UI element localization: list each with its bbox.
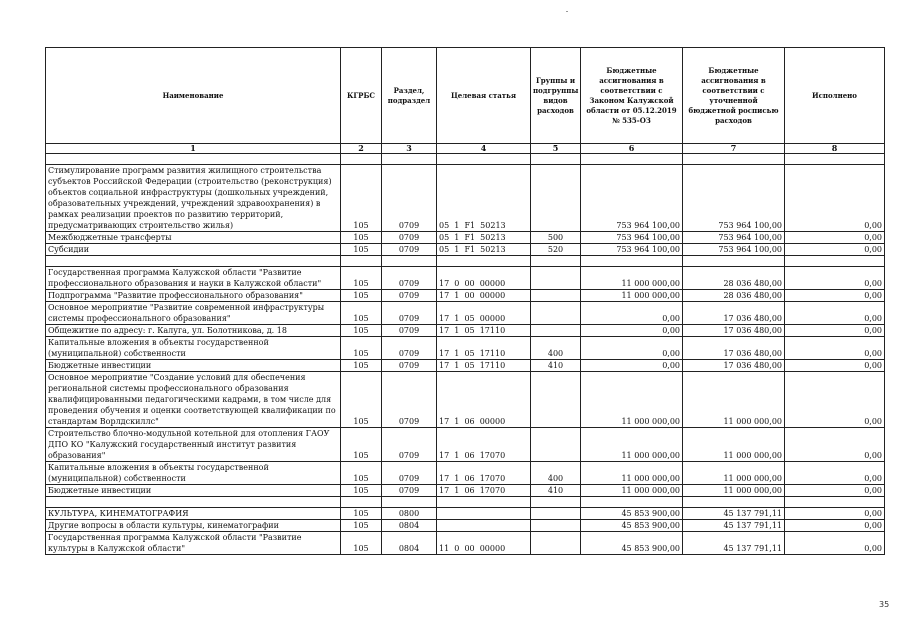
- column-number: 1: [46, 144, 341, 154]
- row-target-article: 17 1 06 17070: [437, 462, 531, 485]
- row-executed: 0,00: [785, 325, 885, 337]
- row-section: 0709: [382, 462, 437, 485]
- row-name: Основное мероприятие "Развитие современной инфраструктуры системы профессионального образования": [46, 302, 341, 325]
- row-target-article: 17 1 05 17110: [437, 337, 531, 360]
- row-section: 0709: [382, 267, 437, 290]
- row-expense-group: 410: [531, 360, 581, 372]
- page-number: 35: [879, 600, 890, 609]
- row-target-article: [437, 508, 531, 520]
- header-kgrbs: КГРБС: [341, 48, 382, 144]
- row-target-article: 17 1 05 00000: [437, 302, 531, 325]
- table-row: [46, 337, 885, 360]
- row-target-article: 17 1 06 17070: [437, 428, 531, 462]
- row-name: Межбюджетные трансферты: [46, 232, 341, 244]
- row-kgrbs: 105: [341, 428, 382, 462]
- row-expense-group: 400: [531, 462, 581, 485]
- row-executed: 0,00: [785, 485, 885, 497]
- table-row: [46, 520, 885, 532]
- row-kgrbs: 105: [341, 372, 382, 428]
- row-law-allocation: 0,00: [581, 302, 683, 325]
- row-section: 0804: [382, 520, 437, 532]
- row-revised-allocation: 45 137 791,11: [683, 520, 785, 532]
- row-expense-group: [531, 520, 581, 532]
- row-section: 0709: [382, 244, 437, 256]
- row-target-article: 11 0 00 00000: [437, 532, 531, 555]
- table-row: [46, 372, 885, 428]
- row-executed: 0,00: [785, 360, 885, 372]
- column-number: 5: [531, 144, 581, 154]
- table-row: [46, 485, 885, 497]
- row-name: Государственная программа Калужской области "Развитие профессионального образования и науки в Калужской области": [46, 267, 341, 290]
- row-revised-allocation: 11 000 000,00: [683, 462, 785, 485]
- row-name: Общежитие по адресу: г. Калуга, ул. Болотникова, д. 18: [46, 325, 341, 337]
- row-kgrbs: 105: [341, 302, 382, 325]
- budget-table: [45, 47, 885, 555]
- row-revised-allocation: 11 000 000,00: [683, 485, 785, 497]
- row-expense-group: 520: [531, 244, 581, 256]
- row-expense-group: [531, 508, 581, 520]
- row-kgrbs: 105: [341, 290, 382, 302]
- spacer-row: [46, 497, 885, 508]
- row-name: Субсидии: [46, 244, 341, 256]
- column-number: 6: [581, 144, 683, 154]
- row-executed: 0,00: [785, 532, 885, 555]
- row-law-allocation: 45 853 900,00: [581, 520, 683, 532]
- row-revised-allocation: 753 964 100,00: [683, 232, 785, 244]
- row-expense-group: [531, 532, 581, 555]
- row-name: Подпрограмма "Развитие профессионального образования": [46, 290, 341, 302]
- row-law-allocation: 0,00: [581, 360, 683, 372]
- row-section: 0804: [382, 532, 437, 555]
- row-name: Стимулирование программ развития жилищного строительства субъектов Российской Федерации (строительство (реконструкция) объектов социальной инфраструктуры (дошкольных учреждений, образовательных учреждений, учреждений здравоохранения) в рамках реализации проектов по развитию территорий, предусматривающих строительство жилья): [46, 165, 341, 232]
- row-executed: 0,00: [785, 372, 885, 428]
- row-section: 0709: [382, 325, 437, 337]
- row-law-allocation: 753 964 100,00: [581, 244, 683, 256]
- header-row: [46, 48, 885, 144]
- row-revised-allocation: 17 036 480,00: [683, 302, 785, 325]
- row-target-article: 05 1 F1 50213: [437, 244, 531, 256]
- row-target-article: 17 1 06 00000: [437, 372, 531, 428]
- header-target-article: Целевая статья: [437, 48, 531, 144]
- table-row: [46, 232, 885, 244]
- row-revised-allocation: 17 036 480,00: [683, 337, 785, 360]
- row-expense-group: [531, 267, 581, 290]
- row-section: 0709: [382, 232, 437, 244]
- column-number: 7: [683, 144, 785, 154]
- row-target-article: 17 0 00 00000: [437, 267, 531, 290]
- column-number: 3: [382, 144, 437, 154]
- row-section: 0709: [382, 165, 437, 232]
- table-row: [46, 165, 885, 232]
- row-law-allocation: 11 000 000,00: [581, 267, 683, 290]
- row-revised-allocation: 28 036 480,00: [683, 290, 785, 302]
- table-row: [46, 462, 885, 485]
- row-law-allocation: 0,00: [581, 325, 683, 337]
- row-executed: 0,00: [785, 267, 885, 290]
- row-expense-group: [531, 325, 581, 337]
- row-kgrbs: 105: [341, 267, 382, 290]
- row-kgrbs: 105: [341, 165, 382, 232]
- row-revised-allocation: 753 964 100,00: [683, 165, 785, 232]
- row-section: 0709: [382, 428, 437, 462]
- row-law-allocation: 753 964 100,00: [581, 232, 683, 244]
- row-law-allocation: 11 000 000,00: [581, 462, 683, 485]
- row-executed: 0,00: [785, 232, 885, 244]
- row-target-article: [437, 520, 531, 532]
- row-law-allocation: 753 964 100,00: [581, 165, 683, 232]
- row-name: Основное мероприятие "Создание условий для обеспечения региональной системы профессионального образования квалифицированными педагогическими кадрами, в том числе для проведения обучения и оценки соответствующей квалификации по стандартам Ворлдскиллс": [46, 372, 341, 428]
- row-executed: 0,00: [785, 244, 885, 256]
- row-target-article: 17 1 05 17110: [437, 325, 531, 337]
- row-name: Бюджетные инвестиции: [46, 485, 341, 497]
- row-kgrbs: 105: [341, 485, 382, 497]
- row-law-allocation: 11 000 000,00: [581, 428, 683, 462]
- row-section: 0709: [382, 337, 437, 360]
- row-kgrbs: 105: [341, 232, 382, 244]
- row-name: Капитальные вложения в объекты государственной (муниципальной) собственности: [46, 337, 341, 360]
- row-kgrbs: 105: [341, 360, 382, 372]
- row-expense-group: [531, 290, 581, 302]
- row-target-article: 17 1 06 17070: [437, 485, 531, 497]
- row-target-article: 17 1 00 00000: [437, 290, 531, 302]
- column-number: 2: [341, 144, 382, 154]
- row-name: Государственная программа Калужской области "Развитие культуры в Калужской области": [46, 532, 341, 555]
- row-section: 0709: [382, 372, 437, 428]
- row-kgrbs: 105: [341, 520, 382, 532]
- column-number: 8: [785, 144, 885, 154]
- row-kgrbs: 105: [341, 337, 382, 360]
- row-revised-allocation: 17 036 480,00: [683, 325, 785, 337]
- spacer-row: [46, 154, 885, 165]
- row-executed: 0,00: [785, 165, 885, 232]
- header-expense-group: Группы и подгруппы видов расходов: [531, 48, 581, 144]
- row-law-allocation: 0,00: [581, 337, 683, 360]
- header-executed: Исполнено: [785, 48, 885, 144]
- row-revised-allocation: 11 000 000,00: [683, 372, 785, 428]
- table-row: [46, 290, 885, 302]
- row-target-article: 17 1 05 17110: [437, 360, 531, 372]
- row-name: Строительство блочно-модульной котельной для отопления ГАОУ ДПО КО "Калужский государственный институт развития образования": [46, 428, 341, 462]
- row-expense-group: [531, 165, 581, 232]
- row-revised-allocation: 45 137 791,11: [683, 532, 785, 555]
- row-section: 0709: [382, 360, 437, 372]
- spacer-row: [46, 256, 885, 267]
- header-name: Наименование: [46, 48, 341, 144]
- row-law-allocation: 11 000 000,00: [581, 290, 683, 302]
- row-name: КУЛЬТУРА, КИНЕМАТОГРАФИЯ: [46, 508, 341, 520]
- row-expense-group: [531, 302, 581, 325]
- row-kgrbs: 105: [341, 462, 382, 485]
- header-section: Раздел, подраздел: [382, 48, 437, 144]
- row-kgrbs: 105: [341, 325, 382, 337]
- row-executed: 0,00: [785, 337, 885, 360]
- header-revised-allocation: Бюджетные ассигнования в соответствии с уточненной бюджетной росписью расходов: [683, 48, 785, 144]
- row-executed: 0,00: [785, 290, 885, 302]
- column-number-row: [46, 144, 885, 154]
- row-revised-allocation: 45 137 791,11: [683, 508, 785, 520]
- table-row: [46, 267, 885, 290]
- row-target-article: 05 1 F1 50213: [437, 232, 531, 244]
- row-kgrbs: 105: [341, 508, 382, 520]
- column-number: 4: [437, 144, 531, 154]
- row-section: 0800: [382, 508, 437, 520]
- row-executed: 0,00: [785, 508, 885, 520]
- row-executed: 0,00: [785, 462, 885, 485]
- row-target-article: 05 1 F1 50213: [437, 165, 531, 232]
- row-expense-group: 500: [531, 232, 581, 244]
- row-name: Бюджетные инвестиции: [46, 360, 341, 372]
- row-section: 0709: [382, 290, 437, 302]
- table-row: [46, 428, 885, 462]
- row-revised-allocation: 17 036 480,00: [683, 360, 785, 372]
- table-row: [46, 508, 885, 520]
- row-section: 0709: [382, 302, 437, 325]
- table-row: [46, 360, 885, 372]
- row-law-allocation: 45 853 900,00: [581, 508, 683, 520]
- row-executed: 0,00: [785, 302, 885, 325]
- row-revised-allocation: 753 964 100,00: [683, 244, 785, 256]
- row-law-allocation: 11 000 000,00: [581, 372, 683, 428]
- row-name: Капитальные вложения в объекты государственной (муниципальной) собственности: [46, 462, 341, 485]
- row-expense-group: [531, 372, 581, 428]
- row-law-allocation: 11 000 000,00: [581, 485, 683, 497]
- row-kgrbs: 105: [341, 532, 382, 555]
- row-expense-group: 400: [531, 337, 581, 360]
- row-executed: 0,00: [785, 520, 885, 532]
- row-section: 0709: [382, 485, 437, 497]
- table-row: [46, 244, 885, 256]
- scan-speck: [566, 11, 568, 12]
- table-row: [46, 532, 885, 555]
- header-law-allocation: Бюджетные ассигнования в соответствии с Законом Калужской области от 05.12.2019 № 535-ОЗ: [581, 48, 683, 144]
- row-revised-allocation: 28 036 480,00: [683, 267, 785, 290]
- table-row: [46, 325, 885, 337]
- row-law-allocation: 45 853 900,00: [581, 532, 683, 555]
- row-name: Другие вопросы в области культуры, кинематографии: [46, 520, 341, 532]
- row-kgrbs: 105: [341, 244, 382, 256]
- row-expense-group: 410: [531, 485, 581, 497]
- table-row: [46, 302, 885, 325]
- row-revised-allocation: 11 000 000,00: [683, 428, 785, 462]
- row-executed: 0,00: [785, 428, 885, 462]
- row-expense-group: [531, 428, 581, 462]
